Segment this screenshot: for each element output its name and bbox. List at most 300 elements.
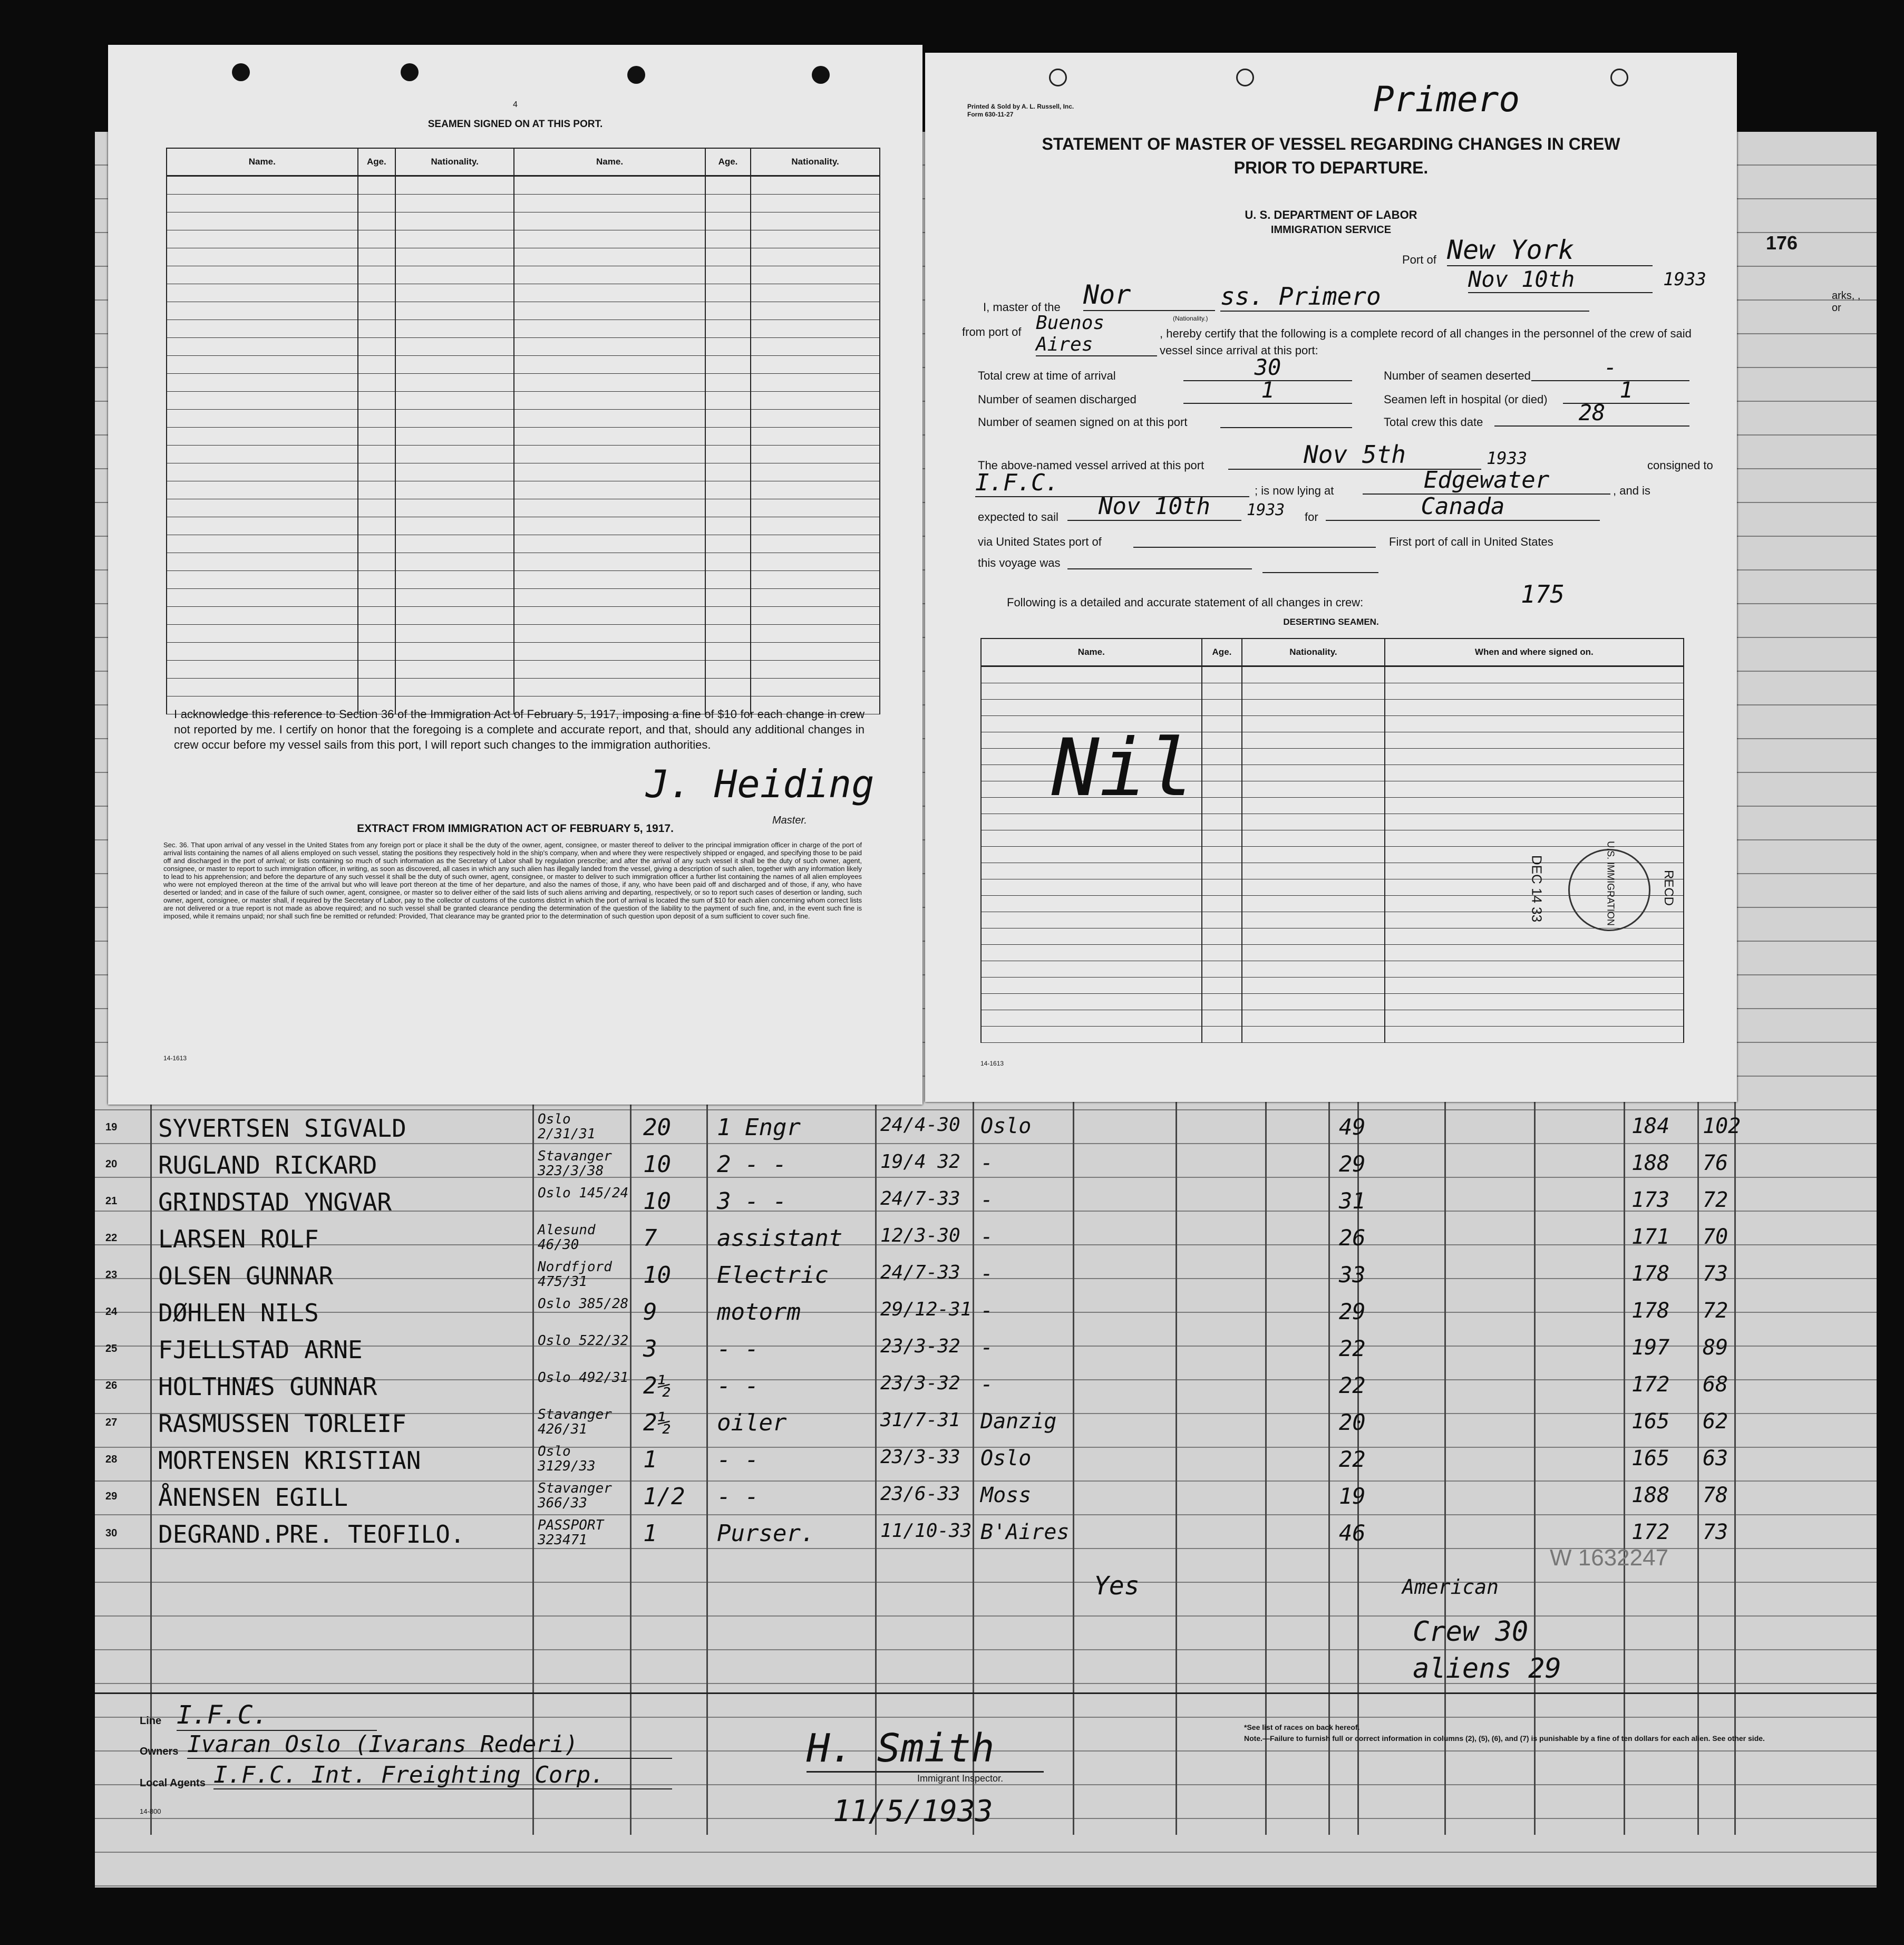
signed-on-empty-row bbox=[167, 607, 880, 625]
footer-note-failure: Note.—Failure to furnish full or correct information in columns (2), (5), (6), and (7) is punishable by a fine of ten dollars for each alien. See other side. bbox=[1244, 1734, 1765, 1743]
table-cell bbox=[167, 463, 358, 481]
table-cell bbox=[1202, 700, 1242, 716]
arrived-year: 1933 bbox=[1487, 448, 1528, 468]
table-cell bbox=[1385, 1010, 1684, 1027]
table-cell bbox=[167, 248, 358, 266]
table-cell bbox=[395, 661, 514, 679]
table-cell bbox=[358, 428, 396, 446]
seaman-height: 197 bbox=[1631, 1336, 1670, 1360]
printer-credit: Printed & Sold by A. L. Russell, Inc. bbox=[967, 103, 1074, 110]
table-cell bbox=[514, 446, 705, 463]
table-cell bbox=[167, 212, 358, 230]
table-cell bbox=[514, 320, 705, 338]
table-cell bbox=[1202, 896, 1242, 912]
table-cell bbox=[1385, 978, 1684, 994]
table-cell bbox=[705, 230, 751, 248]
table-cell bbox=[981, 879, 1202, 896]
table-cell bbox=[514, 589, 705, 607]
table-cell bbox=[395, 176, 514, 195]
table-cell bbox=[395, 517, 514, 535]
table-cell bbox=[358, 499, 396, 517]
table-cell bbox=[751, 302, 880, 320]
table-cell bbox=[167, 195, 358, 212]
row-number: 26 bbox=[105, 1380, 118, 1391]
table-cell bbox=[1202, 912, 1242, 928]
seaman-age: 19 bbox=[1339, 1483, 1366, 1509]
row-number: 30 bbox=[105, 1527, 118, 1539]
signed-on-table bbox=[166, 148, 880, 714]
port-value: New York bbox=[1447, 235, 1653, 266]
table-cell bbox=[705, 302, 751, 320]
seaman-name: DEGRAND.PRE. TEOFILO. bbox=[158, 1520, 465, 1549]
table-cell bbox=[167, 679, 358, 696]
row-number: 20 bbox=[105, 1158, 118, 1170]
lying-at-label: ; is now lying at bbox=[1255, 484, 1334, 497]
table-cell bbox=[358, 679, 396, 696]
table-cell bbox=[514, 499, 705, 517]
deserted-value: - bbox=[1531, 354, 1689, 381]
table-cell bbox=[167, 571, 358, 589]
table-cell bbox=[1202, 978, 1242, 994]
seaman-weight: 78 bbox=[1703, 1483, 1728, 1507]
deserting-empty-row bbox=[981, 994, 1684, 1010]
table-cell bbox=[358, 535, 396, 553]
table-cell bbox=[358, 553, 396, 571]
service-name: IMMIGRATION SERVICE bbox=[1270, 224, 1392, 236]
table-cell bbox=[1202, 994, 1242, 1010]
table-cell bbox=[167, 338, 358, 356]
seaman-age: 33 bbox=[1339, 1262, 1366, 1288]
table-cell bbox=[167, 392, 358, 410]
place-date-entry: Stavanger 426/31 bbox=[538, 1407, 612, 1437]
table-cell bbox=[395, 679, 514, 696]
agents-value: I.F.C. Int. Freighting Corp. bbox=[213, 1762, 672, 1789]
from-port-value: Buenos Aires bbox=[1036, 312, 1157, 356]
deserting-empty-row bbox=[981, 683, 1684, 700]
rank-rating: Purser. bbox=[717, 1520, 815, 1547]
table-cell bbox=[751, 212, 880, 230]
date-engaged: 12/3-30 bbox=[880, 1225, 960, 1246]
table-cell bbox=[1385, 666, 1684, 683]
table-cell bbox=[981, 830, 1202, 847]
place-date-entry: Oslo 2/31/31 bbox=[538, 1111, 596, 1142]
table-cell bbox=[167, 643, 358, 661]
table-cell bbox=[1242, 716, 1384, 732]
years-service: 2½ bbox=[643, 1409, 671, 1436]
line-value: I.F.C. bbox=[177, 1700, 377, 1731]
seaman-age: 22 bbox=[1339, 1372, 1366, 1398]
table-cell bbox=[751, 463, 880, 481]
table-cell bbox=[1242, 683, 1384, 700]
table-cell bbox=[167, 517, 358, 535]
table-cell bbox=[751, 535, 880, 553]
table-cell bbox=[705, 266, 751, 284]
table-cell bbox=[358, 266, 396, 284]
master-signature: J. Heiding bbox=[646, 762, 875, 806]
manifest-row bbox=[95, 1147, 1877, 1184]
table-cell bbox=[981, 814, 1202, 830]
seaman-height: 178 bbox=[1631, 1262, 1670, 1286]
table-cell bbox=[1242, 928, 1384, 945]
received-stamp bbox=[1529, 828, 1679, 960]
deserted-label: Number of seamen deserted bbox=[1384, 369, 1531, 382]
table-cell bbox=[981, 928, 1202, 945]
table-cell bbox=[981, 847, 1202, 863]
table-cell bbox=[1385, 1027, 1684, 1043]
signed-on-empty-row bbox=[167, 499, 880, 517]
table-cell bbox=[395, 212, 514, 230]
signed-on-empty-row bbox=[167, 535, 880, 553]
date-engaged: 29/12-31 bbox=[880, 1299, 972, 1320]
lying-at-value: Edgewater bbox=[1363, 467, 1610, 495]
table-cell bbox=[358, 607, 396, 625]
table-cell bbox=[705, 481, 751, 499]
date-engaged: 23/3-33 bbox=[880, 1446, 960, 1468]
where-engaged: - bbox=[980, 1262, 994, 1286]
expected-year: 1933 bbox=[1247, 501, 1285, 519]
table-cell bbox=[167, 607, 358, 625]
signed-on-label: Number of seamen signed on at this port bbox=[978, 415, 1188, 429]
line-label: Line bbox=[140, 1715, 162, 1727]
table-cell bbox=[1242, 1027, 1384, 1043]
table-cell bbox=[981, 978, 1202, 994]
signed-on-empty-row bbox=[167, 625, 880, 643]
seaman-height: 184 bbox=[1631, 1114, 1670, 1138]
header-nationality-2: Nationality. bbox=[751, 148, 880, 176]
table-cell bbox=[981, 994, 1202, 1010]
manifest-row bbox=[95, 1405, 1877, 1442]
table-cell bbox=[705, 428, 751, 446]
table-cell bbox=[167, 356, 358, 374]
place-date-entry: Oslo 492/31 bbox=[538, 1370, 629, 1386]
table-cell bbox=[1202, 749, 1242, 765]
signed-on-empty-row bbox=[167, 643, 880, 661]
table-cell bbox=[167, 320, 358, 338]
table-cell bbox=[751, 230, 880, 248]
table-cell bbox=[751, 338, 880, 356]
total-arrival-label: Total crew at time of arrival bbox=[978, 369, 1116, 382]
manifest-row bbox=[95, 1221, 1877, 1257]
table-cell bbox=[751, 320, 880, 338]
table-cell bbox=[514, 517, 705, 535]
signed-on-empty-row bbox=[167, 176, 880, 195]
stamp-line-2: RECD bbox=[1662, 869, 1676, 906]
statement-title-1: STATEMENT OF MASTER OF VESSEL REGARDING CHANGES IN CREW bbox=[1042, 134, 1620, 153]
arrived-label: The above-named vessel arrived at this port bbox=[978, 459, 1204, 472]
table-cell bbox=[1242, 830, 1384, 847]
department-name: U. S. DEPARTMENT OF LABOR bbox=[1245, 208, 1417, 221]
table-cell bbox=[514, 302, 705, 320]
place-date-entry: Oslo 522/32 bbox=[538, 1333, 629, 1349]
seaman-name: DØHLEN NILS bbox=[158, 1299, 319, 1327]
rank-rating: Electric bbox=[717, 1262, 829, 1289]
table-cell bbox=[167, 625, 358, 643]
table-cell bbox=[751, 374, 880, 392]
this-voyage-blank bbox=[1067, 554, 1252, 569]
nationality-value: Nor bbox=[1083, 279, 1215, 311]
signed-on-empty-row bbox=[167, 266, 880, 284]
table-cell bbox=[514, 212, 705, 230]
statement-title-2: PRIOR TO DEPARTURE. bbox=[1233, 158, 1429, 177]
manifest-row bbox=[95, 1442, 1877, 1479]
via-label: via United States port of bbox=[978, 535, 1102, 548]
for-label: for bbox=[1305, 510, 1318, 524]
table-cell bbox=[705, 535, 751, 553]
expected-label: expected to sail bbox=[978, 510, 1058, 524]
seaman-weight: 72 bbox=[1703, 1188, 1728, 1212]
date-engaged: 24/4-30 bbox=[880, 1114, 960, 1136]
table-cell bbox=[705, 571, 751, 589]
signed-on-empty-row bbox=[167, 428, 880, 446]
years-service: 7 bbox=[643, 1225, 657, 1252]
table-cell bbox=[167, 428, 358, 446]
years-service: 1 bbox=[643, 1520, 657, 1547]
table-cell bbox=[358, 392, 396, 410]
table-cell bbox=[1385, 781, 1684, 798]
table-cell bbox=[395, 248, 514, 266]
seaman-height: 172 bbox=[1631, 1520, 1670, 1544]
table-cell bbox=[167, 661, 358, 679]
table-cell bbox=[395, 446, 514, 463]
table-cell bbox=[751, 410, 880, 428]
where-engaged: - bbox=[980, 1299, 994, 1323]
years-service: 10 bbox=[643, 1151, 671, 1178]
inspector-label: Immigrant Inspector. bbox=[917, 1773, 1004, 1784]
table-cell bbox=[751, 284, 880, 302]
table-cell bbox=[751, 589, 880, 607]
rank-rating: - - bbox=[717, 1446, 759, 1473]
seaman-name: RASMUSSEN TORLEIF bbox=[158, 1409, 406, 1438]
seaman-age: 49 bbox=[1339, 1114, 1366, 1140]
signed-on-empty-row bbox=[167, 571, 880, 589]
total-date-value: 28 bbox=[1494, 400, 1689, 427]
table-cell bbox=[395, 463, 514, 481]
table-cell bbox=[705, 607, 751, 625]
table-cell bbox=[514, 463, 705, 481]
extract-title: EXTRACT FROM IMMIGRATION ACT OF FEBRUARY 5, 1917. bbox=[357, 822, 674, 835]
table-cell bbox=[514, 266, 705, 284]
seaman-weight: 72 bbox=[1703, 1299, 1728, 1323]
table-cell bbox=[395, 356, 514, 374]
form-reference: Form 630-11-27 bbox=[967, 111, 1014, 118]
table-cell bbox=[1202, 847, 1242, 863]
table-cell bbox=[1242, 879, 1384, 896]
deserting-header-nationality: Nationality. bbox=[1242, 638, 1384, 666]
footer-note-races: *See list of races on back hereof. bbox=[1244, 1723, 1360, 1731]
master-label: Master. bbox=[772, 815, 807, 826]
seaman-weight: 68 bbox=[1703, 1372, 1728, 1397]
table-cell bbox=[167, 535, 358, 553]
table-cell bbox=[395, 284, 514, 302]
table-cell bbox=[514, 176, 705, 195]
place-date-entry: Nordfjord 475/31 bbox=[538, 1259, 612, 1290]
this-voyage-label: this voyage was bbox=[978, 556, 1061, 569]
table-cell bbox=[1242, 945, 1384, 961]
table-cell bbox=[514, 356, 705, 374]
years-service: 9 bbox=[643, 1299, 657, 1325]
table-cell bbox=[1385, 716, 1684, 732]
table-cell bbox=[358, 463, 396, 481]
discharged-label: Number of seamen discharged bbox=[978, 393, 1136, 406]
margin-number-176: 176 bbox=[1766, 232, 1798, 254]
rank-rating: oiler bbox=[717, 1409, 787, 1436]
table-cell bbox=[981, 896, 1202, 912]
table-cell bbox=[395, 643, 514, 661]
place-date-entry: Oslo 3129/33 bbox=[538, 1444, 596, 1474]
signed-on-empty-row bbox=[167, 212, 880, 230]
table-cell bbox=[705, 625, 751, 643]
table-cell bbox=[395, 571, 514, 589]
rank-rating: 2 - - bbox=[717, 1151, 787, 1178]
table-cell bbox=[1242, 912, 1384, 928]
row-number: 19 bbox=[105, 1121, 118, 1133]
margin-edge-text: arks, , or bbox=[1832, 290, 1861, 314]
seaman-age: 26 bbox=[1339, 1225, 1366, 1251]
footer-form-number: 14-800 bbox=[140, 1807, 161, 1815]
extract-text: Sec. 36. That upon arrival of any vessel in the United States from any foreign port or place it shall be the duty of the owner, agent, consignee, or master thereof to deliver to the principal immigration officer in charge of the port of arrival lists containing the names of all aliens employed on such vessel, stating the positions they respectively hold in the ship's company, when and where they were respectively shipped or engaged, and specifying those to be paid off and discharged in the port of arrival; or lists containing so much of such information as the Secretary of Labor shall by regulation prescribe; and after the arrival of any such vessel it shall be the duty of such owner, agent, consignee, or master to report to such immigration officer, in writing, as soon as discovered, all cases in which any such alien has illegally landed from the vessel, giving a description of such alien, together with any information likely to lead to his apprehension; and before the departure of any such vessel it shall be the duty of such owner, agent, consignee, or master to deliver to such immigration officer a further list containing the names of all alien employees who were not employed thereon at the time of the arrival but who will leave port thereon at the time of her departure, and also the names of those, if any, who have been paid off and discharged and of those, if any, who have deserted or landed; and in case of the failure of such owner, agent, consignee, or master so to deliver either of the said lists of such aliens arriving and departing, respectively, or so to report such cases of desertion or landing, such owner, agent, consignee, or master shall, if required by the Secretary of Labor, pay to the collector of customs of the customs district in which the port of arrival is located the sum of $10 for each alien concerning whom correct lists are not delivered or a true report is not made as above required; and no such vessel shall be granted clearance pending the determination of the question of the liability to the payment of such fine, and, in the event such fine is imposed, while it remains unpaid; nor shall such fine be remitted or refunded: Provided, That clearance may be granted prior to the determination of such question upon deposit of a sum sufficient to cover such fine. bbox=[163, 841, 862, 920]
seaman-name: GRINDSTAD YNGVAR bbox=[158, 1188, 392, 1216]
seaman-weight: 73 bbox=[1703, 1262, 1728, 1286]
row-number: 25 bbox=[105, 1343, 118, 1354]
table-cell bbox=[751, 643, 880, 661]
table-cell bbox=[705, 499, 751, 517]
seaman-height: 172 bbox=[1631, 1372, 1670, 1397]
where-engaged: - bbox=[980, 1151, 994, 1175]
table-cell bbox=[705, 679, 751, 696]
table-cell bbox=[705, 176, 751, 195]
signed-on-empty-row bbox=[167, 230, 880, 248]
table-cell bbox=[981, 683, 1202, 700]
table-cell bbox=[981, 961, 1202, 978]
following-label: Following is a detailed and accurate statement of all changes in crew: bbox=[1007, 596, 1364, 609]
table-cell bbox=[167, 302, 358, 320]
table-cell bbox=[395, 374, 514, 392]
table-cell bbox=[514, 410, 705, 428]
table-cell bbox=[514, 661, 705, 679]
and-is-label: , and is bbox=[1613, 484, 1650, 497]
rank-rating: 1 Engr bbox=[717, 1114, 801, 1141]
where-engaged: Moss bbox=[980, 1483, 1032, 1507]
deserting-title: DESERTING SEAMEN. bbox=[1283, 617, 1379, 627]
hospital-label: Seamen left in hospital (or died) bbox=[1384, 393, 1548, 406]
signed-on-empty-row bbox=[167, 302, 880, 320]
table-cell bbox=[358, 284, 396, 302]
table-cell bbox=[514, 248, 705, 266]
handwritten-vessel-name: Primero bbox=[1373, 79, 1520, 120]
table-cell bbox=[705, 320, 751, 338]
deserting-empty-row bbox=[981, 1010, 1684, 1027]
seaman-name: FJELLSTAD ARNE bbox=[158, 1336, 363, 1364]
seaman-name: HOLTHNÆS GUNNAR bbox=[158, 1372, 377, 1401]
rank-rating: 3 - - bbox=[717, 1188, 787, 1215]
table-cell bbox=[1242, 781, 1384, 798]
date-engaged: 23/3-32 bbox=[880, 1336, 960, 1357]
seaman-name: RUGLAND RICKARD bbox=[158, 1151, 377, 1179]
table-cell bbox=[1202, 945, 1242, 961]
table-cell bbox=[1202, 716, 1242, 732]
date-engaged: 23/3-32 bbox=[880, 1372, 960, 1394]
table-cell bbox=[1202, 814, 1242, 830]
seaman-height: 171 bbox=[1631, 1225, 1670, 1249]
first-port-label: First port of call in United States bbox=[1389, 535, 1553, 548]
table-cell bbox=[705, 356, 751, 374]
table-cell bbox=[358, 661, 396, 679]
table-cell bbox=[751, 248, 880, 266]
seaman-weight: 102 bbox=[1703, 1114, 1741, 1138]
aliens-total: aliens 29 bbox=[1413, 1653, 1561, 1685]
table-cell bbox=[981, 912, 1202, 928]
table-cell bbox=[751, 625, 880, 643]
table-cell bbox=[167, 446, 358, 463]
via-blank bbox=[1133, 530, 1376, 548]
seaman-name: MORTENSEN KRISTIAN bbox=[158, 1446, 421, 1475]
stamp-line-3: DEC 14 33 bbox=[1529, 855, 1545, 923]
table-cell bbox=[751, 266, 880, 284]
years-service: 1/2 bbox=[643, 1483, 685, 1510]
table-cell bbox=[751, 607, 880, 625]
handwritten-175: 175 bbox=[1521, 580, 1565, 608]
table-cell bbox=[1385, 732, 1684, 749]
table-cell bbox=[1202, 765, 1242, 781]
deserting-header-when-where: When and where signed on. bbox=[1385, 638, 1684, 666]
table-cell bbox=[395, 625, 514, 643]
table-cell bbox=[1242, 814, 1384, 830]
table-cell bbox=[395, 499, 514, 517]
table-cell bbox=[1242, 978, 1384, 994]
table-cell bbox=[514, 625, 705, 643]
table-cell bbox=[1242, 896, 1384, 912]
table-cell bbox=[751, 392, 880, 410]
table-cell bbox=[1385, 683, 1684, 700]
table-cell bbox=[395, 392, 514, 410]
table-cell bbox=[705, 195, 751, 212]
date-engaged: 11/10-33 bbox=[880, 1520, 972, 1542]
table-cell bbox=[395, 428, 514, 446]
seaman-name: LARSEN ROLF bbox=[158, 1225, 319, 1253]
manifest-row bbox=[95, 1110, 1877, 1147]
table-cell bbox=[514, 392, 705, 410]
total-arrival-value: 30 bbox=[1183, 354, 1352, 381]
table-cell bbox=[705, 553, 751, 571]
expected-value: Nov 10th bbox=[1067, 493, 1241, 521]
this-voyage-blank-2 bbox=[1262, 567, 1378, 573]
table-cell bbox=[1202, 863, 1242, 879]
table-cell bbox=[1385, 749, 1684, 765]
signed-on-empty-row bbox=[167, 320, 880, 338]
arrived-value: Nov 5th bbox=[1228, 440, 1481, 470]
seaman-name: ÅNENSEN EGILL bbox=[158, 1483, 348, 1512]
where-engaged: - bbox=[980, 1372, 994, 1397]
seaman-weight: 89 bbox=[1703, 1336, 1728, 1360]
seaman-name: SYVERTSEN SIGVALD bbox=[158, 1114, 406, 1143]
table-cell bbox=[514, 679, 705, 696]
table-cell bbox=[514, 481, 705, 499]
where-engaged: - bbox=[980, 1225, 994, 1249]
table-cell bbox=[514, 607, 705, 625]
where-engaged: Danzig bbox=[980, 1409, 1057, 1434]
table-cell bbox=[358, 517, 396, 535]
signed-on-empty-row bbox=[167, 356, 880, 374]
acknowledgement-text: I acknowledge this reference to Section 36 of the Immigration Act of February 5, 1917, imposing a fine of $10 for each change in crew not reported by me. I certify on honor that the foregoing is a complete and accurate report, and that, should any additional changes in crew occur before my vessel sails from this port, I will report such changes to the immigration authorities. bbox=[174, 708, 864, 751]
table-cell bbox=[167, 266, 358, 284]
table-cell bbox=[1385, 961, 1684, 978]
signed-on-empty-row bbox=[167, 679, 880, 696]
header-age-2: Age. bbox=[705, 148, 751, 176]
table-cell bbox=[705, 248, 751, 266]
deserting-nil-entry: Nil bbox=[1052, 722, 1194, 814]
deserting-empty-row bbox=[981, 978, 1684, 994]
years-service: 3 bbox=[643, 1336, 657, 1362]
